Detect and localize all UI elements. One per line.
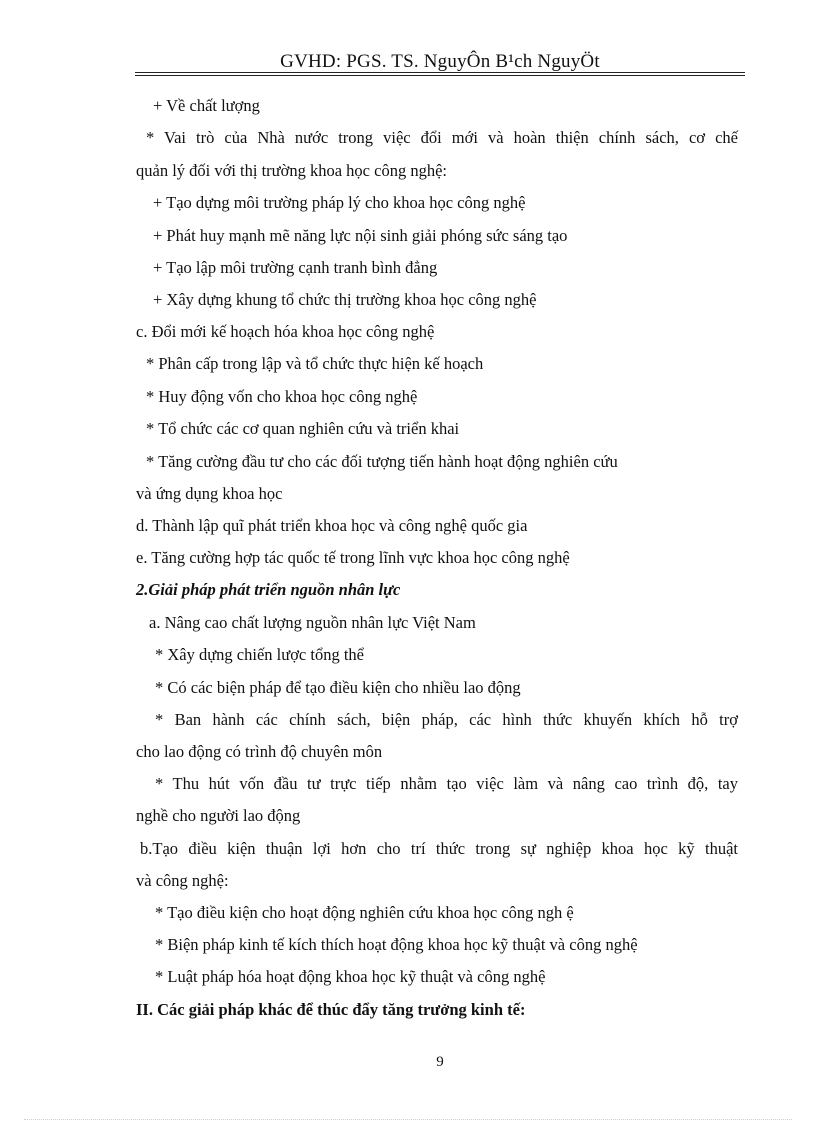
text-line: và ứng dụng khoa học (136, 484, 283, 503)
text-line: nghề cho người lao động (136, 806, 301, 825)
section-heading: II. Các giải pháp khác để thúc đẩy tăng trưởng kinh tế: (136, 1000, 526, 1019)
page-number: 9 (436, 1054, 444, 1070)
text-line: c. Đổi mới kế hoạch hóa khoa học công nghệ (136, 322, 435, 341)
text-line: * Phân cấp trong lập và tổ chức thực hiện kế hoạch (146, 354, 484, 373)
text-line: + Tạo lập môi trường cạnh tranh bình đẳng (153, 258, 438, 277)
text-line: quản lý đối với thị trường khoa học công nghệ: (136, 161, 447, 180)
text-line: * Xây dựng chiến lược tổng thể (155, 645, 364, 664)
page-bottom-divider (24, 1119, 792, 1120)
text-line: e. Tăng cường hợp tác quốc tế trong lĩnh vực khoa học công nghệ (136, 548, 570, 567)
section-heading: 2.Giải pháp phát triển nguồn nhân lực (136, 580, 401, 599)
text-line: b.Tạo điều kiện thuận lợi hơn cho trí thức trong sự nghiệp khoa học kỹ thuật (140, 839, 738, 858)
text-line: + Phát huy mạnh mẽ năng lực nội sinh giải phóng sức sáng tạo (153, 226, 568, 245)
text-line: * Tạo điều kiện cho hoạt động nghiên cứu khoa học công ngh ệ (155, 903, 574, 922)
text-line: d. Thành lập quĩ phát triển khoa học và công nghệ quốc gia (136, 516, 528, 535)
text-line: * Vai trò của Nhà nước trong việc đổi mới và hoàn thiện chính sách, cơ chế (146, 128, 738, 147)
text-line: và công nghệ: (136, 871, 229, 890)
header-rule-bottom (135, 75, 745, 76)
text-line: * Huy động vốn cho khoa học công nghệ (146, 387, 418, 406)
text-line: * Tổ chức các cơ quan nghiên cứu và triển khai (146, 419, 460, 438)
text-line: cho lao động có trình độ chuyên môn (136, 742, 383, 761)
text-line: + Xây dựng khung tổ chức thị trường khoa học công nghệ (153, 290, 537, 309)
text-line: + Về chất lượng (153, 96, 260, 115)
header-rule-top (135, 72, 745, 73)
text-line: * Luật pháp hóa hoạt động khoa học kỹ thuật và công nghệ (155, 967, 546, 986)
text-line: * Ban hành các chính sách, biện pháp, các hình thức khuyến khích hỗ trợ (155, 710, 738, 729)
text-line: * Có các biện pháp để tạo điều kiện cho nhiều lao động (155, 678, 521, 697)
text-line: * Thu hút vốn đầu tư trực tiếp nhằm tạo việc làm và nâng cao trình độ, tay (155, 774, 738, 793)
text-line: a. Nâng cao chất lượng nguồn nhân lực Việt Nam (149, 613, 476, 632)
header-title: GVHD: PGS. TS. NguyÔn B¹ch NguyÖt (280, 51, 600, 72)
text-line: * Biện pháp kinh tế kích thích hoạt động khoa học kỹ thuật và công nghệ (155, 935, 638, 954)
text-line: * Tăng cường đầu tư cho các đối tượng tiến hành hoạt động nghiên cứu (146, 452, 618, 471)
text-line: + Tạo dựng môi trường pháp lý cho khoa học công nghệ (153, 193, 526, 212)
